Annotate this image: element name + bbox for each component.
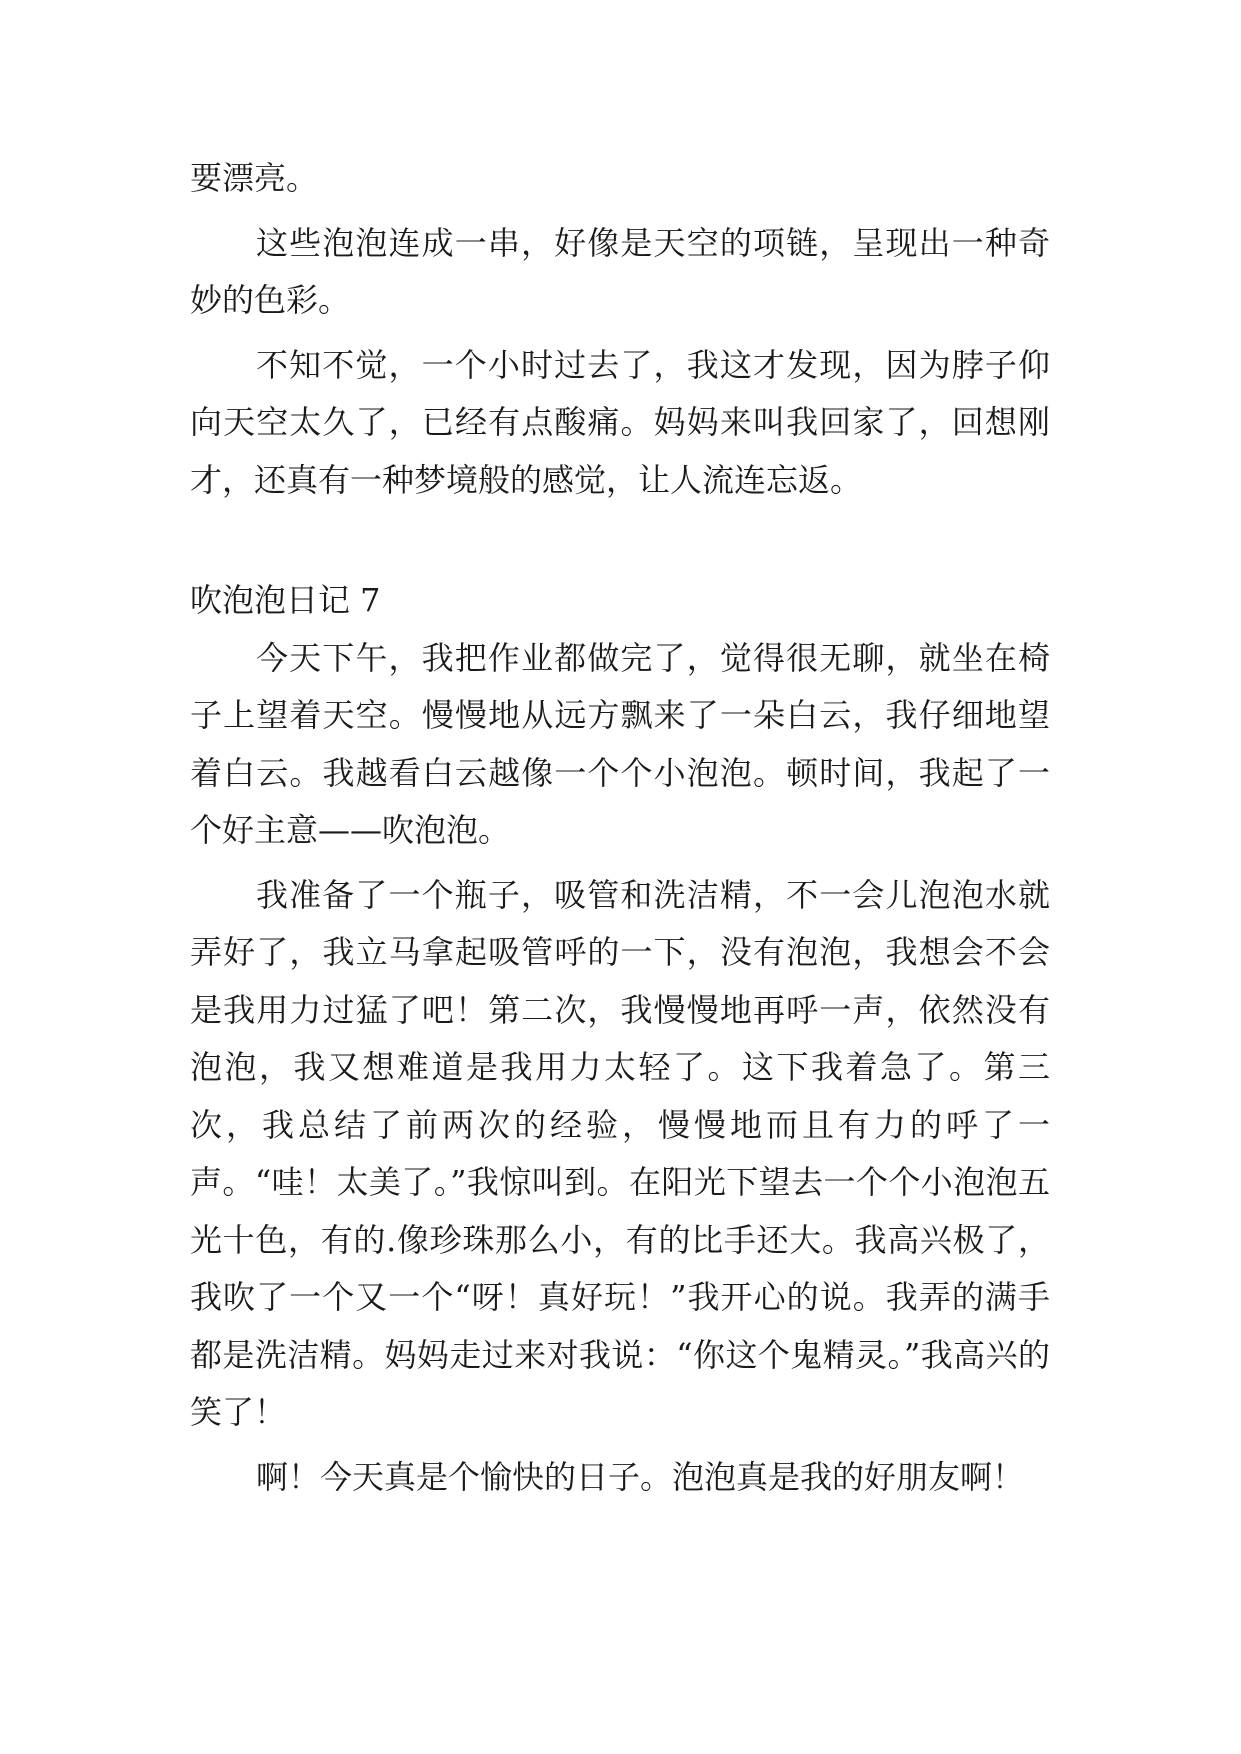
paragraph-prepare-bubbles: 我准备了一个瓶子，吸管和洗洁精，不一会儿泡泡水就弄好了，我立马拿起吸管呼的一下，没有泡泡，我想会不会是我用力过猛了吧！第二次，我慢慢地再呼一声，依然没有泡泡，我又想难道是我用力太轻了。这下我着急了。第三次，我总结了前两次的经验，慢慢地而且有力的呼了一声。“哇！太美了。”我惊叫到。在阳光下望去一个个小泡泡五光十色，有的.像珍珠那么小，有的比手还大。我高兴极了，我吹了一个又一个“呀！真好玩！”我开心的说。我弄的满手都是洗洁精。妈妈走过来对我说：“你这个鬼精灵。”我高兴的笑了！: [190, 875, 1050, 1431]
document-page: [190, 150, 1050, 1513]
paragraph-ending: 啊！今天真是个愉快的日子。泡泡真是我的好朋友啊！: [256, 1457, 1025, 1496]
paragraph-continuation: 要漂亮。: [190, 159, 319, 197]
section-heading: 吹泡泡日记 7: [190, 581, 381, 619]
paragraph-afternoon: 今天下午，我把作业都做完了，觉得很无聊，就坐在椅子上望着天空。慢慢地从远方飘来了一朵白云，我仔细地望着白云。我越看白云越像一个个小泡泡。顿时间，我起了一个好主意——吹泡泡。: [190, 638, 1050, 849]
paragraph-necklace: 这些泡泡连成一串，好像是天空的项链，呈现出一种奇妙的色彩。: [190, 223, 1050, 319]
section-gap: [190, 516, 1050, 572]
paragraph-hour-passed: 不知不觉，一个小时过去了，我这才发现，因为脖子仰向天空太久了，已经有点酸痛。妈妈来叫我回家了，回想刚才，还真有一种梦境般的感觉，让人流连忘返。: [190, 345, 1050, 499]
